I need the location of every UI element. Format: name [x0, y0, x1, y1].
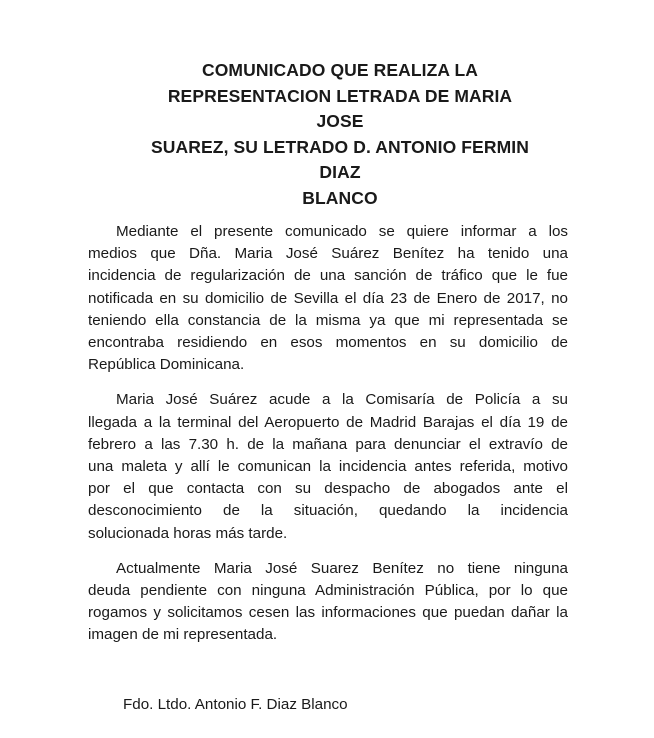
text-line: incidencia de regularización de una sanción de tráfico que le fue	[88, 267, 568, 285]
paragraph-incident	[88, 389, 568, 544]
text-line: por el que contacta con su despacho de abogados ante el	[88, 480, 568, 498]
text-line: rogamos y solicitamos cesen las informaciones que puedan dañar la	[88, 604, 568, 622]
text-line: Mediante el presente comunicado se quiere informar a los	[116, 223, 568, 240]
text-line: teniendo ella constancia de la misma ya que mi representada se	[88, 311, 568, 329]
paragraph-request	[88, 558, 568, 647]
text-line: República Dominicana.	[88, 356, 245, 374]
signature: Fdo. Ltdo. Antonio F. Diaz Blanco	[123, 696, 348, 713]
text-line: Actualmente Maria José Suarez Benítez no tiene ninguna	[116, 559, 568, 577]
text-line: encontraba residiendo en esos momentos en su domicilio de	[88, 334, 568, 352]
text-line: una maleta y allí le comunican la incidencia antes referida, motivo	[88, 458, 568, 476]
text-line: desconocimiento de la situación, quedando la incidencia	[88, 502, 568, 520]
text-line: solucionada horas más tarde.	[88, 524, 288, 542]
document-title	[150, 58, 530, 211]
text-line: imagen de mi representada.	[88, 626, 278, 644]
text-line: medios que Dña. Maria José Suárez Benítez ha tenido una	[88, 245, 568, 263]
title-line: COMUNICADO QUE REALIZA LA	[201, 60, 478, 80]
text-line: llegada a la terminal del Aeropuerto de Madrid Barajas el día 19 de	[88, 413, 568, 431]
title-line: BLANCO	[302, 187, 378, 208]
text-line: Maria José Suárez acude a la Comisaría de Policía a su	[116, 391, 568, 409]
paragraph-intro	[88, 221, 568, 376]
text-line: deuda pendiente con ninguna Administración Pública, por lo que	[88, 582, 568, 600]
text-line: notificada en su domicilio de Sevilla el día 23 de Enero de 2017, no	[88, 289, 568, 307]
document-body	[88, 221, 568, 660]
text-line: febrero a las 7.30 h. de la mañana para denunciar el extravío de	[88, 435, 568, 453]
title-line: SUAREZ, SU LETRADO D. ANTONIO FERMIN DIAZ	[151, 136, 529, 182]
title-line: REPRESENTACION LETRADA DE MARIA JOSE	[167, 85, 513, 131]
